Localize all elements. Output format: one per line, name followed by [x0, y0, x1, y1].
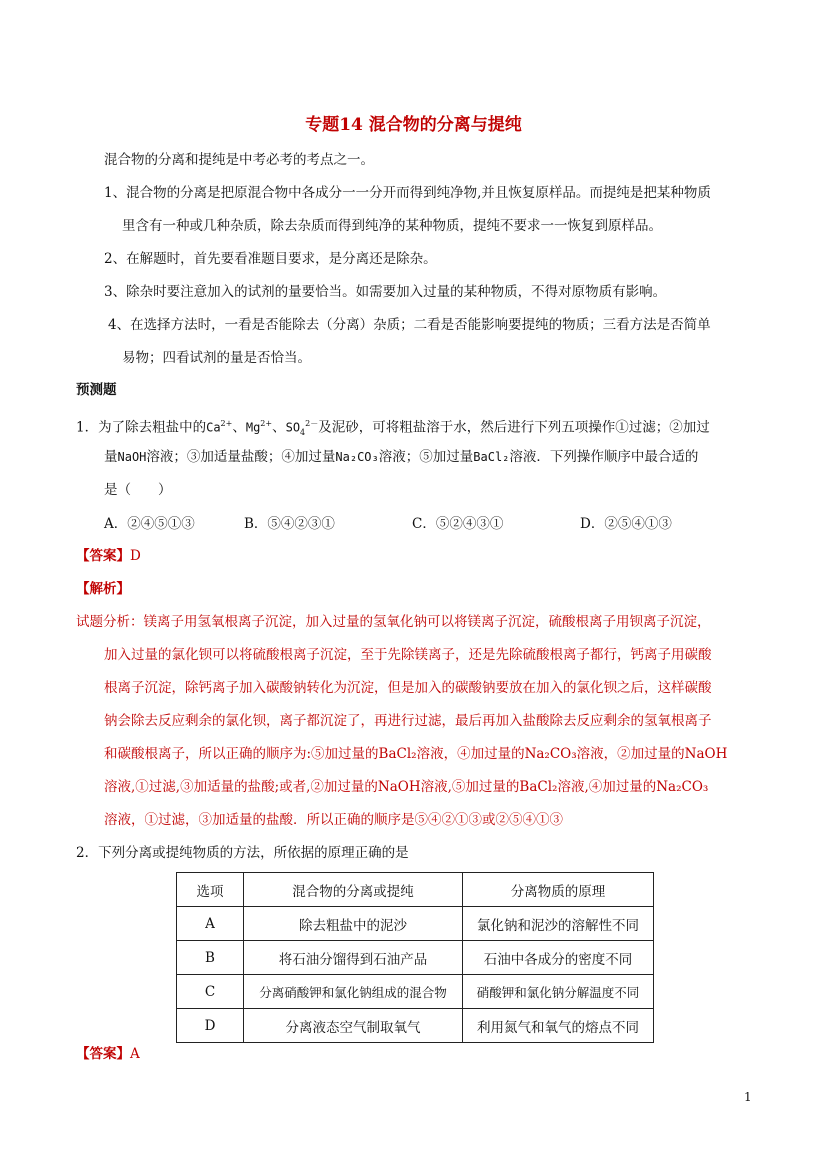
- so4-charge: 2－: [305, 419, 319, 428]
- point-4-line-1: 4、在选择方法时，一看是否能除去（分离）杂质；二看是否能影响要提纯的物质；三看方法是否简单: [108, 317, 711, 333]
- page-title: 专题14 混合物的分离与提纯: [305, 115, 522, 135]
- analysis-line-3: 根离子沉淀，除钙离子加入碳酸钠转化为沉淀，但是加入的碳酸钠要放在加入的氯化钡之后，这样碳酸: [104, 680, 712, 696]
- q1-text-b: 及泥砂，可将粗盐溶于水，然后进行下列五项操作①过滤；②加过: [318, 419, 710, 436]
- table-cell: 石油中各成分的密度不同: [463, 941, 654, 975]
- so4-ion: SO: [285, 420, 301, 435]
- table-header: 分离物质的原理: [463, 873, 654, 907]
- q2-answer: [76, 1044, 140, 1064]
- point-1-line-2: 里含有一种或几种杂质，除去杂质而得到纯净的某种物质，提纯不要求一一恢复到原样品。: [122, 218, 662, 234]
- point-3: 3、除杂时要注意加入的试剂的量要恰当。如需要加入过量的某种物质，不得对原物质有影响。: [104, 284, 667, 300]
- table-row: [177, 975, 654, 1009]
- table-cell: A: [177, 907, 244, 941]
- na2co3-formula: Na₂CO₃: [335, 450, 379, 464]
- table-row: [177, 907, 654, 941]
- answer-value: A: [130, 1046, 140, 1062]
- q1-text-a: 1．为了除去粗盐中的: [76, 419, 207, 436]
- analysis-line-7: 溶液，①过滤，③加适量的盐酸．所以正确的顺序是⑤④②①③或②⑤④①③: [104, 812, 563, 828]
- table-cell: 利用氮气和氧气的熔点不同: [463, 1009, 654, 1043]
- table-header: 选项: [177, 873, 244, 907]
- ca-charge: 2+: [220, 419, 233, 428]
- ca-ion: Ca: [206, 420, 221, 435]
- table-row: [177, 941, 654, 975]
- table-cell: 除去粗盐中的泥沙: [244, 907, 463, 941]
- analysis-label: 【解析】: [76, 581, 130, 597]
- question-1-line-2: [104, 447, 698, 467]
- separator: 、: [232, 419, 246, 436]
- question-2-stem: 2．下列分离或提纯物质的方法，所依据的原理正确的是: [76, 845, 409, 861]
- mg-charge: 2+: [260, 419, 273, 428]
- table-cell: 硝酸钾和氯化钠分解温度不同: [463, 975, 654, 1009]
- answer-value: D: [130, 548, 141, 564]
- so4-subscript: 4: [300, 428, 306, 438]
- mg-ion: Mg: [245, 420, 261, 435]
- table-cell: B: [177, 941, 244, 975]
- option-a: A．②④⑤①③: [104, 516, 195, 532]
- analysis-line-5: 和碳酸根离子，所以正确的顺序为:⑤加过量的BaCl₂溶液，④加过量的Na₂CO₃溶液，②加过量的NaOH: [104, 746, 728, 762]
- table-cell: 分离液态空气制取氧气: [244, 1009, 463, 1043]
- principle-table: [176, 872, 654, 1043]
- table-header: 混合物的分离或提纯: [244, 873, 463, 907]
- table-cell: 将石油分馏得到石油产品: [244, 941, 463, 975]
- separator: 、: [272, 419, 286, 436]
- answer-label: 【答案】: [76, 1046, 130, 1062]
- analysis-line-1: 试题分析：镁离子用氢氧根离子沉淀，加入过量的氢氧化钠可以将镁离子沉淀，硫酸根离子用钡离子沉淀，: [76, 614, 711, 630]
- q1-text-c: 量: [104, 449, 118, 465]
- option-c: C．⑤②④③①: [412, 516, 504, 532]
- analysis-line-6: 溶液,①过滤,③加适量的盐酸;或者,②加过量的NaOH溶液,⑤加过量的BaCl₂溶液,④加过量的Na₂CO₃: [104, 779, 709, 795]
- point-4-line-2: 易物；四看试剂的量是否恰当。: [122, 350, 311, 366]
- option-d: D．②⑤④①③: [580, 516, 672, 532]
- analysis-line-2: 加入过量的氯化钡可以将硫酸根离子沉淀，至于先除镁离子，还是先除硫酸根离子都行，钙离子用碳酸: [104, 647, 712, 663]
- point-2: 2、在解题时，首先要看准题目要求，是分离还是除杂。: [104, 251, 437, 267]
- q1-text-d: 溶液；③加适量盐酸；④加过量: [146, 449, 336, 465]
- option-b: B．⑤④②③①: [244, 516, 335, 532]
- question-1-line-3: 是（ ）: [104, 482, 172, 498]
- q1-text-f: 溶液．下列操作顺序中最合适的: [509, 449, 699, 465]
- table-row: [177, 1009, 654, 1043]
- answer-label: 【答案】: [76, 548, 130, 564]
- table-cell: C: [177, 975, 244, 1009]
- naoh-formula: NaOH: [117, 450, 147, 464]
- q1-text-e: 溶液；⑤加过量: [378, 449, 474, 465]
- page-number: 1: [744, 1090, 752, 1104]
- bacl2-formula: BaCl₂: [473, 450, 510, 464]
- question-1-line-1: [76, 414, 710, 443]
- analysis-line-4: 钠会除去反应剩余的氯化钡，离子都沉淀了，再进行过滤，最后再加入盐酸除去反应剩余的氢氧根离子: [104, 713, 712, 729]
- intro-text: 混合物的分离和提纯是中考必考的考点之一。: [104, 152, 374, 168]
- section-label: 预测题: [76, 382, 117, 398]
- table-cell: 氯化钠和泥沙的溶解性不同: [463, 907, 654, 941]
- point-1-line-1: 1、混合物的分离是把原混合物中各成分一一分开而得到纯净物,并且恢复原样品。而提纯是把某种物质: [104, 185, 711, 201]
- table-cell: D: [177, 1009, 244, 1043]
- q1-answer: [76, 546, 141, 566]
- table-header-row: [177, 873, 654, 907]
- table-cell: 分离硝酸钾和氯化钠组成的混合物: [244, 975, 463, 1009]
